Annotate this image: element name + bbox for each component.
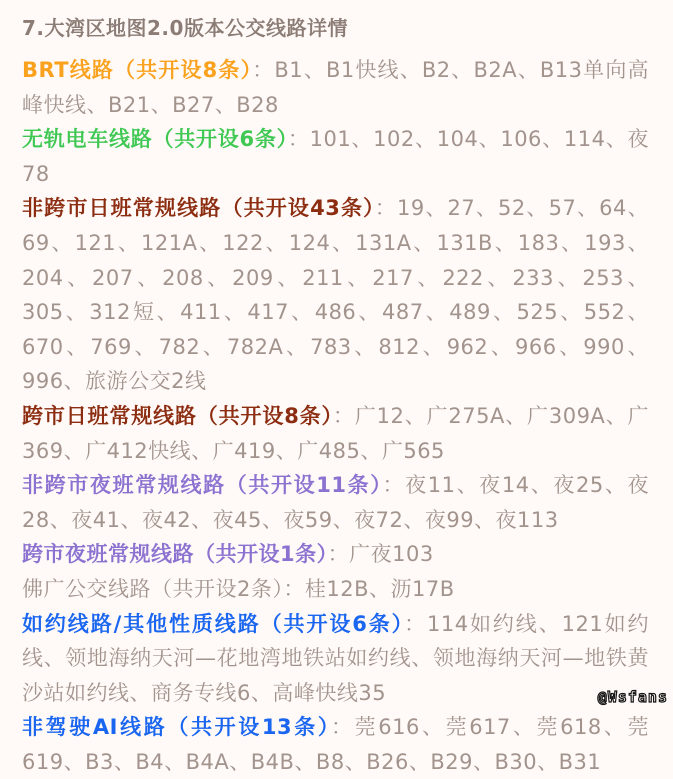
route-sections-container [22, 53, 649, 779]
route-section-crosscity-night-regular [22, 537, 649, 572]
section-colon: ： [327, 542, 350, 567]
section-routes: B1、B1快线、B2、B2A、B13单向高峰快线、B21、B27、B28 [22, 58, 649, 117]
section-colon: ： [252, 58, 275, 82]
section-routes: 莞616、莞617、莞618、莞619、B3、B4、B4A、B4B、B8、B26、B29、B30、B31 [22, 715, 650, 774]
section-label: 无轨电车线路（共开设6条） [22, 127, 288, 152]
section-colon: ： [330, 715, 355, 740]
section-routes: 101、102、104、106、114、夜78 [22, 127, 649, 186]
section-routes: 广夜103 [349, 542, 434, 567]
section-colon: ： [404, 611, 427, 636]
section-label: 跨市日班常规线路（共开设8条） [22, 403, 333, 428]
section-colon: ： [374, 196, 397, 221]
section-label: 非驾驶AI线路（共开设13条） [22, 715, 331, 740]
route-section-foshan-guangzhou [22, 572, 649, 607]
section-colon: ： [287, 127, 310, 152]
section-routes: 广12、广275A、广309A、广369、广412快线、广419、广485、广565 [22, 403, 650, 463]
route-section-non-driving-ai [22, 710, 649, 779]
section-routes: 114如约线、121如约线、领地海纳天河—花地湾地铁站如约线、领地海纳天河—地铁黄沙站如约线、商务专线6、高峰快线35 [22, 611, 650, 705]
section-colon: ： [283, 576, 305, 601]
page-title: 7.大湾区地图2.0版本公交线路详情 [22, 16, 348, 40]
section-label: 如约线路/其他性质线路（共开设6条） [22, 611, 405, 636]
watermark: @Wsfans [597, 688, 668, 706]
section-routes: 19、27、52、57、64、69、121、121A、122、124、131A、131B、183、193、204、207、208、209、211、217、222、233、253、305、312短、411、417、486、487、489、525、552、670、769、782、782A、783、812、962、966、990、996、旅游公交2线 [22, 196, 649, 394]
section-routes: 桂12B、沥17B [304, 576, 455, 601]
section-colon: ： [332, 403, 355, 428]
section-routes: 夜11、夜14、夜25、夜28、夜41、夜42、夜45、夜59、夜72、夜99、夜113 [22, 473, 649, 532]
route-section-trolleybus [22, 122, 649, 191]
route-section-non-crosscity-day-regular [22, 191, 649, 399]
route-section-brt [22, 53, 649, 122]
section-label: BRT线路（共开设8条） [22, 58, 253, 82]
section-label: 佛广公交线路（共开设2条） [22, 576, 284, 601]
route-section-crosscity-day-regular [22, 399, 649, 468]
section-colon: ： [382, 473, 406, 498]
section-label: 非跨市日班常规线路（共开设43条） [22, 196, 375, 221]
section-label: 跨市夜班常规线路（共开设1条） [22, 542, 328, 567]
section-label: 非跨市夜班常规线路（共开设11条） [22, 473, 383, 498]
route-section-reserved-other [22, 607, 649, 711]
route-section-non-crosscity-night-regular [22, 468, 649, 537]
